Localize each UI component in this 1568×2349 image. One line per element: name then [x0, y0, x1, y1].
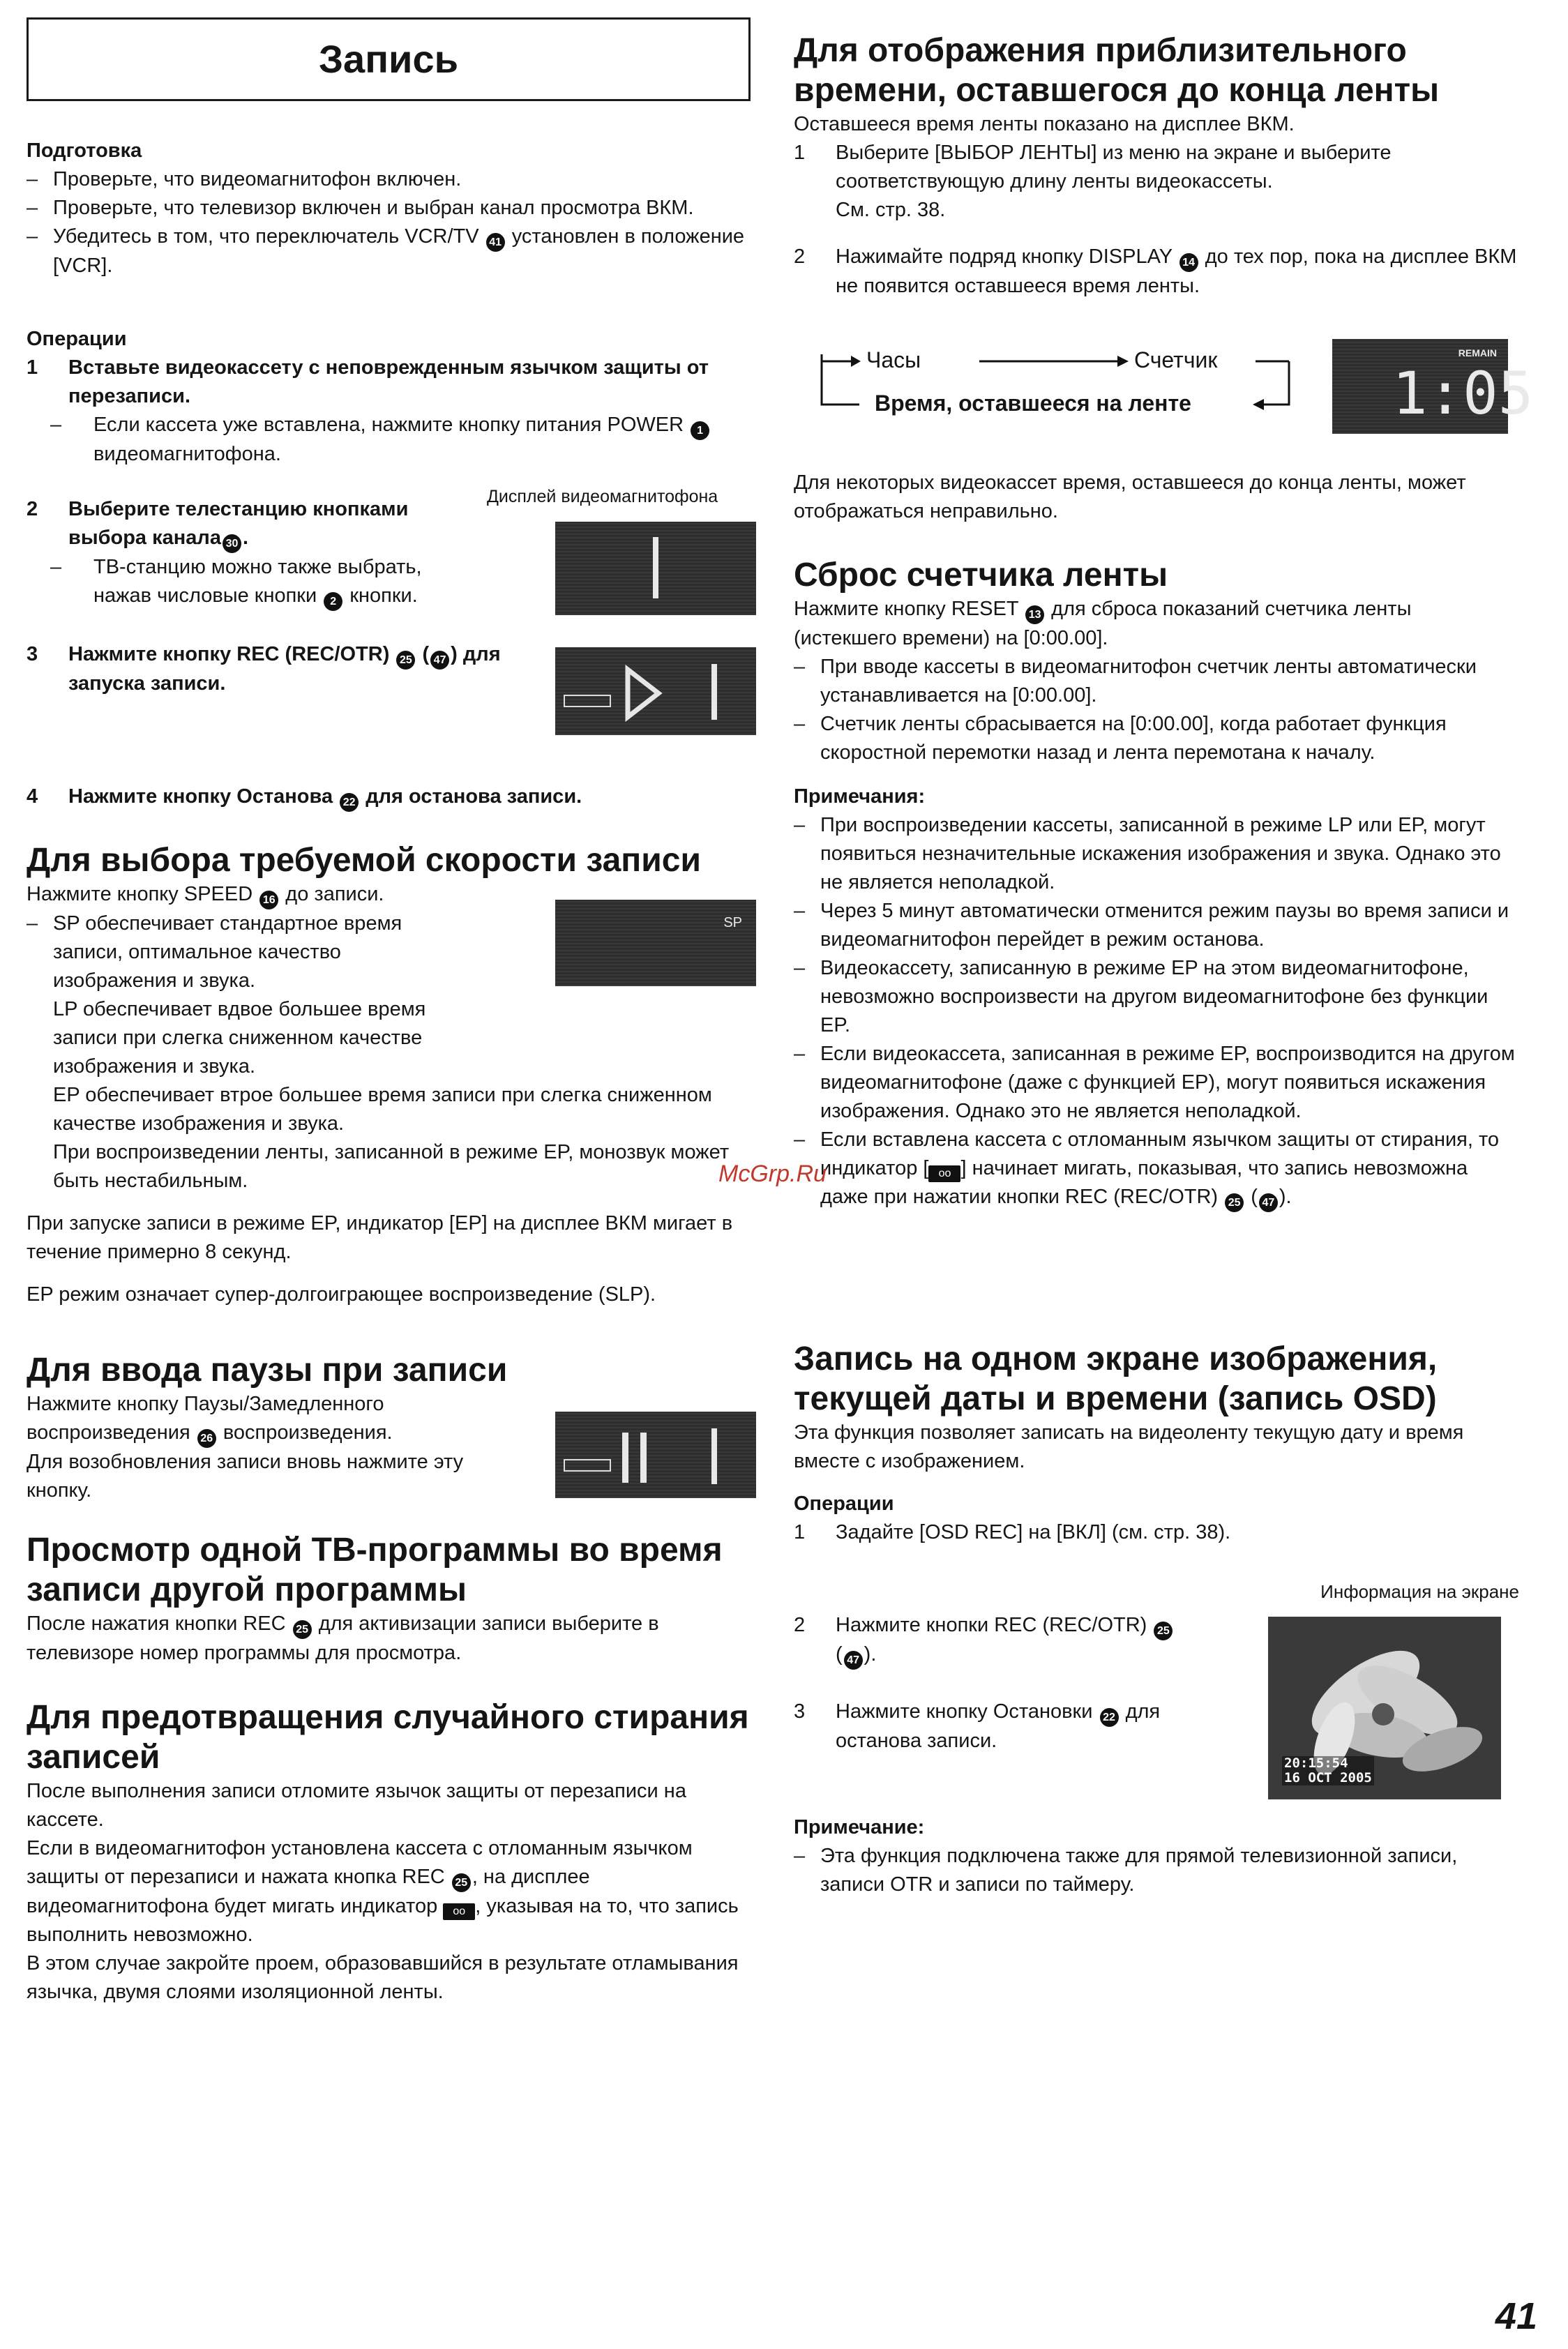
- speed-ep2-text: При воспроизведении ленты, записанной в режиме EP, монозвук может быть нестабильным.: [53, 1141, 730, 1192]
- remain-heading: Для отображения приблизительного времени, оставшегося до конца ленты: [794, 32, 1440, 109]
- cassette-indicator-icon: [564, 1459, 611, 1472]
- screen-caption: Информация на экране: [1320, 1581, 1519, 1602]
- flow-clock-label: Часы: [866, 347, 921, 372]
- step-number: 3: [27, 643, 38, 665]
- sub-text: кнопки.: [349, 584, 418, 607]
- sub-text: ТВ-станцию можно также выбрать, нажав числовые кнопки: [93, 556, 422, 607]
- speed-para: При запуске записи в режиме EP, индикатор [EP] на дисплее ВКМ мигает в течение примерно 8 секунд.: [27, 1212, 733, 1263]
- osd-step-1: [794, 1518, 1519, 1547]
- speed-button-number-icon: 16: [259, 891, 278, 909]
- page-title: Запись: [318, 37, 459, 81]
- prep-item: [27, 222, 752, 280]
- note-item: – Если видеокассета, записанная в режиме EP, воспроизводится на другом видеомагнитофоне (даже с функцией EP), могут появиться искажения изображения. Однако это не является неполадкой.: [794, 1040, 1519, 1126]
- remain-note: Для некоторых видеокассет время, оставшееся до конца ленты, может отображаться неправильно.: [794, 471, 1466, 522]
- speed-ep-text: EP обеспечивает втрое большее время записи при слегка сниженном качестве изображения и звука.: [53, 1084, 712, 1135]
- prevent-heading: Для предотвращения случайного стирания записей: [27, 1699, 749, 1776]
- channel-button-number-icon: 30: [223, 534, 241, 553]
- flow-counter-label: Счетчик: [1134, 347, 1218, 372]
- vcrtv-switch-number-icon: 41: [486, 233, 505, 252]
- rec-otr-button-number-icon: 47: [844, 1651, 863, 1670]
- reset-text: Нажмите кнопку RESET: [794, 598, 1019, 620]
- rec-otr-button-number-icon: 47: [1259, 1193, 1278, 1212]
- speed-para: EP режим означает супер-долгоиграющее воспроизведение (SLP).: [27, 1283, 656, 1306]
- play-indicator-icon: [622, 667, 664, 720]
- prep-item-text: Убедитесь в том, что переключатель VCR/TV: [53, 225, 479, 248]
- note-item: – При воспроизведении кассеты, записанной в режиме LP или EP, могут появиться незначительные искажения изображения и звука. Однако это не является неполадкой.: [794, 811, 1519, 897]
- osd-step-3: [794, 1698, 1212, 1755]
- step-2: [27, 495, 480, 611]
- step-text: Выберите [ВЫБОР ЛЕНТЫ] из меню на экране и выберите соответствующую длину ленты видеокассеты.: [836, 142, 1392, 192]
- step-1: [27, 354, 752, 411]
- step-text: Нажмите кнопку REC (REC/OTR): [68, 643, 390, 665]
- rec-otr-button-number-icon: 47: [430, 651, 449, 670]
- cassette-icon: oo: [928, 1165, 960, 1182]
- remain-section: [794, 31, 1519, 301]
- step-text: Нажимайте подряд кнопку DISPLAY: [836, 246, 1173, 268]
- step-text: до тех пор, пока на дисплее ВКМ не появится оставшееся время ленты.: [836, 246, 1517, 297]
- watch-section: [27, 1530, 759, 1668]
- stop-button-number-icon: 22: [340, 793, 359, 812]
- operations-section: [27, 325, 752, 469]
- prep-item: – Проверьте, что видеомагнитофон включен.: [27, 165, 752, 194]
- step-2-sub: [27, 553, 480, 611]
- tv-screen-image: [1268, 1617, 1501, 1799]
- watch-heading: Просмотр одной ТВ-программы во время записи другой программы: [27, 1532, 723, 1608]
- step-number: 1: [794, 142, 806, 164]
- remain-display-tag: REMAIN: [1458, 347, 1497, 358]
- prevent-text: Если в видеомагнитофон установлена кассета с отломанным язычком защиты от перезаписи и нажата кнопка REC: [27, 1837, 693, 1888]
- display-caption: Дисплей видеомагнитофона: [487, 487, 718, 506]
- operations-heading: Операции: [27, 328, 127, 350]
- osd-time: 20:15:54: [1284, 1755, 1348, 1771]
- pause-section: [27, 1350, 515, 1505]
- note-item: – Через 5 минут автоматически отменится режим паузы во время записи и видеомагнитофон перейдет в режим останова.: [794, 897, 1519, 954]
- step-ref: См. стр. 38.: [836, 199, 946, 221]
- reset-item: – Счетчик ленты сбрасывается на [0:00.00], когда работает функция скоростной перемотки назад и лента перемотана к началу.: [794, 710, 1519, 767]
- reset-text: для сброса показаний счетчика ленты (истекшего времени) на [0:00.00].: [794, 598, 1412, 649]
- step-3: [27, 640, 515, 698]
- step-1-sub: [27, 411, 752, 469]
- vcr-display-pause: [555, 1412, 756, 1498]
- speed-lp-text: LP обеспечивает вдвое большее время записи при слегка сниженном качестве изображения и звука.: [53, 998, 426, 1078]
- cassette-indicator-icon: [564, 695, 611, 707]
- osd-note-heading: Примечание:: [794, 1816, 925, 1838]
- step-text: для останова записи.: [836, 1700, 1161, 1752]
- step-2-text: 2 Выберите телестанцию кнопками выбора канала 30 .: [27, 495, 480, 553]
- watch-text: [27, 1610, 759, 1668]
- step-number: 2: [794, 1614, 806, 1636]
- prevent-p2: [27, 1834, 759, 1949]
- rec-button-number-icon: 25: [293, 1620, 312, 1639]
- cassette-icon: oo: [443, 1903, 475, 1920]
- osd-section: [794, 1339, 1519, 1547]
- osd-note: [794, 1813, 1519, 1899]
- remain-step-1: [794, 139, 1519, 225]
- watch-text-b: для активизации записи выберите в телевизоре номер программы для просмотра.: [27, 1612, 659, 1664]
- reset-button-number-icon: 13: [1025, 605, 1044, 624]
- reset-heading: Сброс счетчика ленты: [794, 557, 1168, 594]
- step-text: Нажмите кнопку Остановки: [836, 1700, 1093, 1723]
- power-button-number-icon: 1: [691, 421, 709, 440]
- pause-bar-icon: [622, 1433, 628, 1483]
- step-number: 2: [27, 498, 38, 520]
- osd-overlay: [1282, 1756, 1374, 1785]
- osd-intro: Эта функция позволяет записать на видеоленту текущую дату и время вместе с изображением.: [794, 1421, 1464, 1472]
- osd-steps: [794, 1611, 1212, 1755]
- step-text: Задайте [OSD REC] на [ВКЛ] (см. стр. 38).: [836, 1521, 1231, 1543]
- rec-button-number-icon: 25: [452, 1873, 471, 1892]
- pause-button-number-icon: 26: [197, 1429, 216, 1448]
- display-digit-segment: [711, 1428, 717, 1484]
- speed-text: Нажмите кнопку SPEED: [27, 883, 253, 905]
- vcr-display-recording: [555, 647, 756, 735]
- step-number: 3: [794, 1700, 806, 1723]
- osd-operations-heading: Операции: [794, 1493, 894, 1515]
- flow-remain-label: Время, оставшееся на ленте: [875, 391, 1191, 416]
- vcr-display-channel: [555, 522, 756, 615]
- osd-heading: Запись на одном экране изображения, текущей даты и времени (запись OSD): [794, 1340, 1438, 1417]
- osd-step-2: 2 Нажмите кнопки REC (REC/OTR) 25 ( 47 ).: [794, 1611, 1212, 1670]
- pause-bar-icon: [640, 1433, 647, 1483]
- pause-heading: Для ввода паузы при записи: [27, 1352, 508, 1389]
- note-text: Если вставлена кассета с отломанным язычком защиты от стирания, то индикатор [: [820, 1128, 1500, 1179]
- stop-button-number-icon: 22: [1100, 1708, 1119, 1727]
- rec-button-number-icon: 25: [1225, 1193, 1244, 1212]
- step-text: для останова записи.: [365, 785, 582, 808]
- rec-button-number-icon: 25: [1154, 1622, 1173, 1640]
- vcr-display-speed: [555, 900, 756, 986]
- step-4-text: [27, 783, 752, 812]
- pause-resume-text: Для возобновления записи вновь нажмите эту кнопку.: [27, 1451, 464, 1502]
- prevent-section: [27, 1698, 759, 2007]
- watch-text-a: После нажатия кнопки REC: [27, 1612, 286, 1635]
- reset-section: [794, 555, 1519, 1212]
- page-number: 41: [1495, 2295, 1537, 2337]
- numeric-button-number-icon: 2: [324, 592, 342, 611]
- prevent-p3: В этом случае закройте проем, образовавшийся в результате отламывания язычка, двумя слоями изоляционной ленты.: [27, 1952, 739, 2003]
- watermark: McGrp.Ru: [718, 1161, 827, 1187]
- note-text: ] начинает мигать, показывая, что запись невозможна даже при нажатии кнопки REC (REC/OTR): [820, 1157, 1468, 1208]
- prevent-text: , на дисплее видеомагнитофона будет мигать индикатор: [27, 1866, 590, 1917]
- step-text: Нажмите кнопку Останова: [68, 785, 333, 808]
- prep-item: – Проверьте, что телевизор включен и выбран канал просмотра ВКМ.: [27, 194, 752, 222]
- prep-item-text: установлен в положение [VCR].: [53, 225, 745, 277]
- page-title-box: [27, 17, 751, 101]
- prevent-p1: После выполнения записи отломите язычок защиты от перезаписи на кассете.: [27, 1780, 686, 1831]
- speed-sp-text: – SP обеспечивает стандартное время записи, оптимальное качество изображения и звука.: [53, 912, 402, 992]
- remain-step-2: [794, 243, 1519, 301]
- pause-text-b: воспроизведения.: [223, 1421, 393, 1444]
- preparation-section: [27, 137, 752, 280]
- notes-heading: Примечания:: [794, 785, 926, 808]
- display-mode-flow: [817, 342, 1403, 418]
- step-text: Выберите телестанцию кнопками выбора канала: [68, 498, 409, 549]
- remain-intro: Оставшееся время ленты показано на дисплее ВКМ.: [794, 113, 1295, 135]
- step-number: 1: [794, 1521, 806, 1543]
- note-item: – Если вставлена кассета с отломанным язычком защиты от стирания, то индикатор [ oo ] начинает мигать, показывая, что запись невозможна даже при нажатии кнопки REC (REC/OTR) 25 ( 47 ).: [794, 1126, 1519, 1212]
- speed-text: до записи.: [285, 883, 384, 905]
- display-digit-segment: [711, 664, 717, 720]
- vcr-display-remain: [1332, 339, 1534, 434]
- remain-display-value: 1:05: [1392, 359, 1534, 428]
- speed-display-label: SP: [723, 915, 742, 930]
- osd-date: 16 OCT 2005: [1284, 1770, 1372, 1785]
- step-number: 4: [27, 785, 38, 808]
- pause-text-a: Нажмите кнопку Паузы/Замедленного воспроизведения: [27, 1393, 384, 1444]
- step-text: Вставьте видеокассету с неповрежденным язычком защиты от перезаписи.: [68, 356, 709, 407]
- display-digit-segment: [653, 537, 658, 598]
- sub-text: видеомагнитофона.: [93, 443, 281, 465]
- note-item: – Видеокассету, записанную в режиме EP на этом видеомагнитофоне, невозможно воспроизвести на другом видеомагнитофоне без функции EP.: [794, 954, 1519, 1040]
- step-text: для запуска записи.: [68, 643, 501, 695]
- step-number: 1: [27, 356, 38, 379]
- step-3-text: 3 Нажмите кнопку REC (REC/OTR) 25 ( 47 ) для запуска записи.: [27, 640, 515, 698]
- rec-button-number-icon: 25: [396, 651, 415, 670]
- step-text: Нажмите кнопки REC (REC/OTR): [836, 1614, 1147, 1636]
- display-button-number-icon: 14: [1179, 253, 1198, 272]
- sub-text: Если кассета уже вставлена, нажмите кнопку питания POWER: [93, 414, 684, 436]
- preparation-heading: Подготовка: [27, 139, 142, 162]
- reset-item: – При вводе кассеты в видеомагнитофон счетчик ленты автоматически устанавливается на [0:00.00].: [794, 653, 1519, 710]
- speed-heading: Для выбора требуемой скорости записи: [27, 842, 702, 879]
- osd-note-item: – Эта функция подключена также для прямой телевизионной записи, записи OTR и записи по таймеру.: [794, 1842, 1519, 1899]
- step-4: [27, 783, 752, 812]
- pause-text: [27, 1390, 501, 1448]
- prevent-text: , указывая на то, что запись выполнить невозможно.: [27, 1895, 739, 1946]
- reset-line: [794, 595, 1519, 653]
- step-number: 2: [794, 246, 806, 268]
